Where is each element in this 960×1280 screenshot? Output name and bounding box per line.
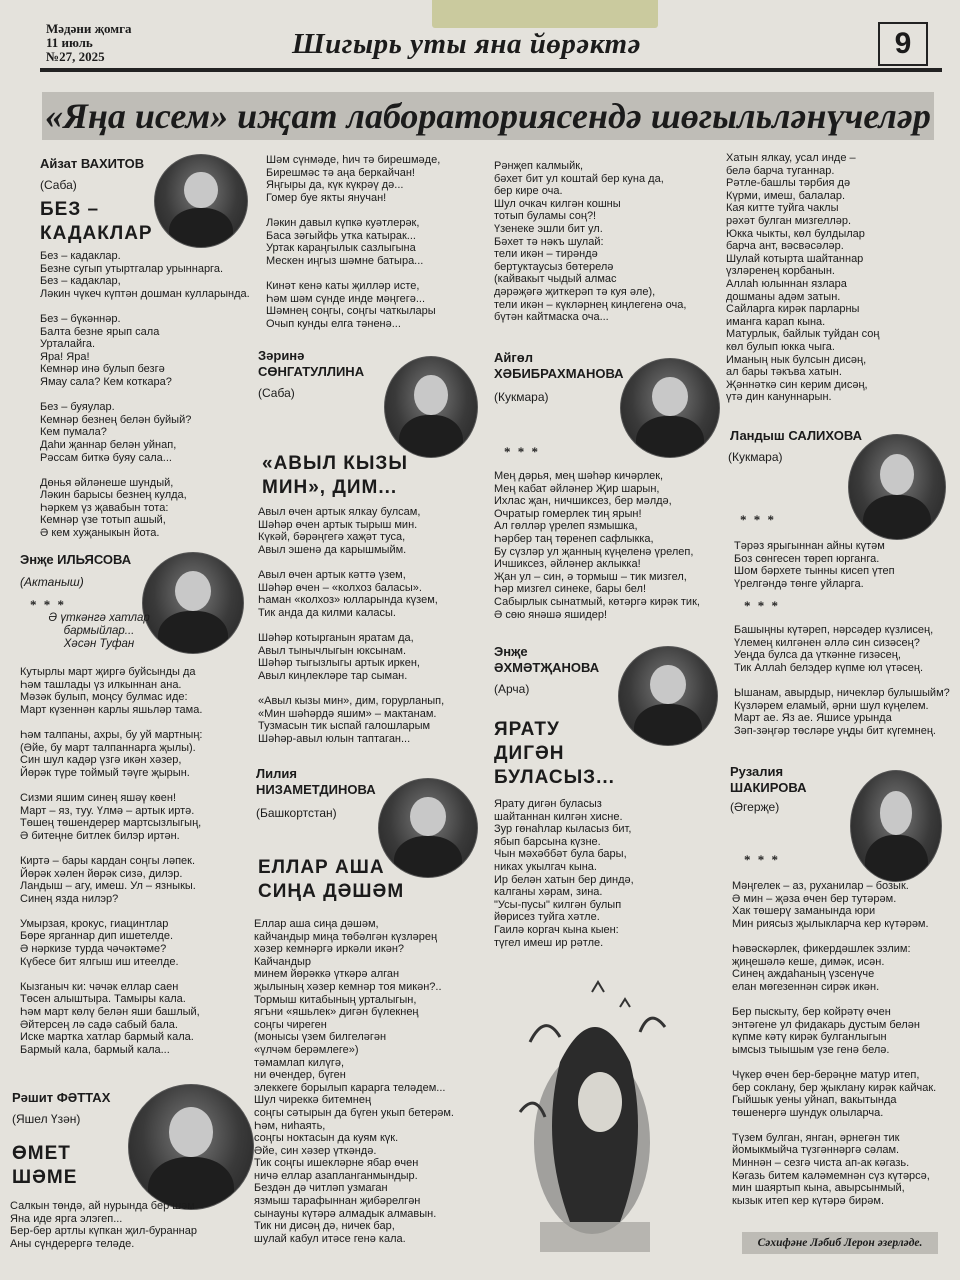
author-name: Айзат ВАХИТОВ [40, 156, 145, 171]
author-name: Зәринә СӨНГАТУЛЛИНА [258, 348, 365, 379]
stars-separator: * * * [30, 597, 66, 612]
stars-separator: * * * [744, 598, 780, 613]
author-region: (Актаныш) [20, 575, 84, 589]
poem-title: «АВЫЛ КЫЗЫ МИН», ДИМ... [262, 453, 408, 498]
issue-date: 11 июль [46, 35, 93, 50]
author-photo [618, 646, 718, 746]
page-banner: «Яңа исем» иҗат лабораториясендә шөгыльләнүчеләр [42, 92, 934, 140]
poem-text: Рәнҗеп калмыйк, бәхет бит ул коштай бер куна да, бер кире оча. Шул очкач килгән кошны тотып буламы соң?! Үзенеке эшли бит ул. Бәхет тә нәкъ шулай: тели икән – тирәндә бертуктаусыз бөтерелә (кайвакыт чыдый алмас дәрәҗәгә җиткерәп тә куя әле), тели икән – күкләрнең киңлегенә оча, бүтән кайтмаска оча... [494, 160, 687, 324]
poem-text: Хатын ялкау, усал инде – белә барча туганнар. Рәтле-башлы тәрбия дә Күрми, имеш, балалар. Кая китте туйга чаклы рәхәт булган мизгелләр. Юкка чыкты, көл булдылар барча ант, вәсвәсәләр. Шулай котырта шайтаннар үзләренең корбанын. Аллаһ юлыннан язлара дошманы адәм затын. Сайларга кирәк парларны иманга карап кына. Матурлык, байлык туйдан соң көл булып юкка чыга. Иманың нык булсын дисәң, ал бары тәкъва хатын. Җәннәткә син керим дисәң, үтә дин кануннарын. [726, 152, 880, 404]
section-title: Шигырь уты яна йөрәктә [292, 28, 641, 60]
page-credit: Сәхифәне Ләбиб Лерон әзерләде. [742, 1232, 938, 1254]
author-photo [850, 770, 942, 882]
author-photo [620, 358, 720, 458]
author-name: Энҗе ИЛЬЯСОВА [20, 552, 132, 567]
author-region: (Башкортстан) [256, 806, 337, 820]
author-name: Ландыш САЛИХОВА [730, 428, 862, 443]
masthead-info [46, 22, 132, 64]
page-number: 9 [878, 22, 928, 66]
author-photo [384, 356, 478, 458]
stars-separator: * * * [504, 444, 540, 459]
author-name: Рузалия ШАКИРОВА [730, 764, 807, 795]
author-photo [154, 154, 248, 248]
author-region: (Саба) [40, 178, 77, 192]
author-region: (Кукмара) [728, 450, 783, 464]
author-name: Лилия НИЗАМЕТДИНОВА [256, 766, 376, 797]
poem-title: ЕЛЛАР АША СИҢА ДӘШӘМ [258, 857, 405, 902]
poem-text: Шәм сүнмәде, һич тә бирешмәде, Бирешмәс тә аңа беркайчан! Яңгыры да, күк күкрәү дә... Гомер буе якты янучан! Ләкин давыл күпкә куәтлерәк, Баса зәгыйфь утка катырак... Уртак караңгылык сазлыгына Мескен иңгыз шәмне батыра... Кинәт кенә каты җилләр исте, Һәм шәм сүнде инде мәңгегә... Шәмнең соңгы, соңгы чаткылары Очып кунды елга тәненә... [266, 154, 441, 330]
author-region: (Саба) [258, 386, 295, 400]
poem-text: Мең дәрья, мең шәһәр кичәрлек, Мең кабат әйләнер Җир шарын, Ихлас җан, ничшиксез, бер мәлдә, Очратыр гомерлек тиң ярын! Ал гөлләр үрелеп язмышка, Һәрбер таң төренеп сафлыкка, Бу сүзләр ул җанның күңеленә үрелеп, Ичшиксез, әйләнер аклыкка! Җан ул – син, ә тормыш – тик мизгел, Һәр мизгел синеке, бары бел! Сабырлык сынатмый, көтәргә кирәк тик, Ә сөю янәшә яшидер! [494, 470, 700, 621]
poem-title: БЕЗ – КАДАКЛАР [40, 199, 153, 244]
author-region: (Арча) [494, 682, 530, 696]
author-name: Энҗе ӘХМӘТҖАНОВА [494, 644, 600, 675]
poem-text: Тәрәз ярыгыннан айны күтәм Боз сөнгесен төреп юрганга. Шом бәрхете тынны кисеп үтеп Үрелгәндә төнге уйларга. [734, 540, 895, 590]
stars-separator: * * * [740, 512, 776, 527]
stars-separator: * * * [744, 852, 780, 867]
poem-text: Мәңгелек – аз, руханилар – бозык. Ә мин – җәза өчен бер тутәрәм. Хак төшерү заманында юри Мин риясыз җылыкларча кер күтәрәм. Һәвәскәрлек, фикердәшлек эзлим: җиңешәлә кеше, димәк, исән. Синең аждаһаның үзсенүче елан мөгезеннән сирәк икән. Бер пыскыту, бер койрәтү өчен энтәгене ул фидакарь дустым белән күпме кәтү кирәк булганлыгын ымсыз тыышым үзе генә белә. Чүкер өчен бер-берәңне матур итеп, бер соклану, бер җыклану кирәк кайчак. Гыйшык уены уйнап, вакытында төшенергә шундук олыларча. Түзем булган, янган, әрнегән тик йомыкмыйча түзгәннәргә сәлам. Миннән – сезгә чиста ап-ак кәгазь. Кәгазь битем каләмемнән сүз күтәрсә, мин шаяртып кына, авырсынмый, кызык итеп кер күтәрә бирәм. [732, 880, 937, 1207]
poem-text: Башыңны күтәреп, нәрсәдер күзлисең, Үлемең килгәнен әллә син сизәсең? Уеңда булса да үткәнне гизәсең, Тик Аллаһ белэдер күпме юл үтәсең. Ышанам, авырдыр, ничекләр булышыйм? Күзләрем еламый, әрни шул күңелем. Март ае. Яз ае. Яшисе урында Зәп-зәңгәр төсләре уңды бит күгемнең. [734, 624, 950, 737]
poem-text: Салкын төндә, ай нурында бер шәм Яна иде ярга элэгеп... Бер-бер артлы күпкан җил-бураннар Аны сүндерергә теләде. [10, 1200, 197, 1250]
author-photo [128, 1084, 254, 1210]
poem-title: ӨМЕТ ШӘМЕ [12, 1143, 78, 1188]
author-region: (Әгерҗе) [730, 800, 780, 814]
header-rule [40, 68, 942, 72]
author-name: Айгөл ХӘБИБРАХМАНОВА [494, 350, 624, 381]
epigraph: Ә үткәнгә хатлар бармыйлар... Хәсән Туфан [48, 612, 150, 650]
paper-tab [432, 0, 658, 28]
issue-number: №27, 2025 [46, 49, 105, 64]
poem-text: Кутырлы март җиргә буйсынды да Һәм ташлады үз илкыннан ана. Мәзәк булып, моңсу булмас иде: Март күзеннән карлы яшьләр тама. Һәм талпаны, ахры, бу уй мартның: (Әйе, бу март талпаннарга җылы). Син шул кадәр үзгә икән хәзер, Йөрәк түре тоймый тәүге җырын. Сизми яшим синең яшәү көен! Март – яз, туу. Үлмә – артык иртә. Төшең төшендерер мартсызлыгың, Ә битеңне битлек билэр иртән. Киртә – бары кардан соңгы ләпек. Йөрәк хәлен йөрәк сизә, дилэр. Ландыш – агу, имеш. Ул – язныкы. Синең язда нилэр? Умырзая, крокус, гиацинтлар Бөре ярганнар дип ишетелде. Ә нәркизе турда чәчәктәме? Күбесе бит ялгыш иш итеелде. Кызганыч ки: чәчәк еллар саен Төсен алыштыра. Тамыры кала. Һәм март көлү белән яши башлый, Әйтерсең лә садә сабый бала. Иске мартка хатлар бармый кала. Бармый кала, бармый кала... [20, 666, 203, 1056]
supplement-name: Мәдәни җомга [46, 21, 132, 36]
poem-title: ЯРАТУ ДИГӘН БУЛАСЫЗ... [494, 719, 615, 788]
woman-illustration [500, 972, 680, 1262]
author-region: (Кукмара) [494, 390, 549, 404]
author-photo [848, 434, 946, 540]
poem-text: Авыл өчен артык ялкау булсам, Шәһәр өчен артык тырыш мин. Күкәй, бәрәңгегә хаҗәт туса, Авыл эшенә да карышмыйм. Авыл өчен артык кәттә үзем, Шәһәр өчен – «колхоз баласы». Һаман «колхоз» юлларында күзем, Тик анда да килми каласы. Шәһәр котырганын яратам да, Авыл тынычлыгын юксынам. Шәһәр тыгызлыгы артык иркен, Авыл киңлекләре тар сыман. «Авыл кызы мин», дим, горурланып, «Мин шәһәрдә яшим» – мактанам. Тузмасын тик ыспай галошларым Шәһәр-авыл юлын таптаган... [258, 506, 445, 745]
poem-text: Ярату дигән буласыз шайтаннан килгән хисне. Зур гөнаһлар кыласыз бит, ябып барсына күзне. Чын мәхәббәт була бары, никах укылгач кына. Ир белән хатын бер диндә, калганы хәрам, зина. "Усы-пусы" килгән булып йөрисез туйга хәтле. Гаилә коргач кына кыен: түгел имеш ир рәтле. [494, 798, 634, 949]
poem-text: Еллар аша сиңа дәшәм, кайчандыр миңа төбәлгән күзләрең хәзер кемнәргә иркәли икән? Кайчандыр минем йөрәккә үткәрә алган җылының хәзер кемнәр тоя микән?.. Тормыш китабының урталыгын, ягъни «яшьлек» дигән бүлекнең соңгы чиреген (монысы үзем билгеләгән «үлчәм берәмлеге») тәмамлап килүгә, ни өчендер, бүген элеккеге борылып карарга теләдем... Шул чиреккә битемнең соңгы сәтырын да бүген укып бетерәм. Һәм, ниһаять, соңгы ноктасын да куям күк. Әйе, син хәзер үткәндә. Тик соңгы ишекләрне ябар өчен ничә еллар азапланганмындыр. Бездән дә читләп узмаган язмыш тарафыннан җибәрелгән сынауны күтәрә алмадык алмавын. Тик ни дисәң дә, ничек бар, шулай кабул итәсе генә кала. [254, 918, 454, 1245]
poem-text: Без – кадаклар. Безне сугып утыртгалар урыннарга. Без – кадаклар, Ләкин чүкеч күптән дошман кулларында. Без – бүкәннәр. Балта безне ярып сала Урталайга. Яра! Яра! Кемнәр инә булып безгә Ямау сала? Кем коткара? Без – буяулар. Кемнәр безнең белән буйый? Кем пумала? Даһи җаннар белән уйнап, Рәссам биткә буяу сала... Дөнья әйләнеше шундый, Ләкин барысы безнең кулда, Һәркем үз җавабын тота: Кемнәр үзе тотып ашый, Ә кем хуҗаныкын йота. [40, 250, 250, 540]
author-name: Рәшит ФӘТТАХ [12, 1090, 111, 1105]
author-region: (Яшел Үзән) [12, 1112, 81, 1126]
